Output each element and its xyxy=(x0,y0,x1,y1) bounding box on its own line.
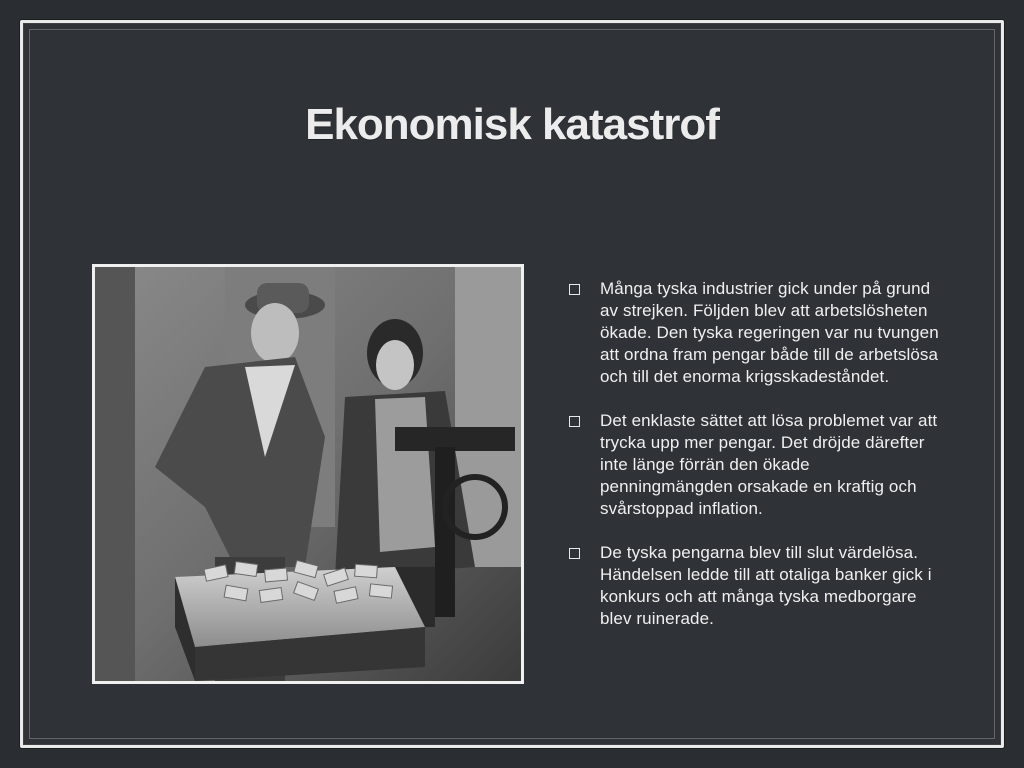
bullet-list xyxy=(566,278,946,652)
bullet-item xyxy=(566,542,946,630)
square-bullet-icon xyxy=(569,548,580,559)
bullet-text: Det enklaste sättet att lösa problemet var att trycka upp mer pengar. Det dröjde därefter inte länge förrän den ökade penningmängden orsakade en kraftig och svårstoppad inflation. xyxy=(600,411,938,518)
square-bullet-icon xyxy=(569,416,580,427)
bullet-text: Många tyska industrier gick under på grund av strejken. Följden blev att arbetslösheten ökade. Den tyska regeringen var nu tvungen att ordna fram pengar både till de arbetslösa och till det enorma krigsskadeståndet. xyxy=(600,279,939,386)
bullet-item xyxy=(566,410,946,520)
bullet-item xyxy=(566,278,946,388)
photo-illustration xyxy=(95,267,521,681)
square-bullet-icon xyxy=(569,284,580,295)
bullet-text: De tyska pengarna blev till slut värdelösa. Händelsen ledde till att otaliga banker gick i konkurs och att många tyska medborgare blev ruinerade. xyxy=(600,543,932,628)
slide-title: Ekonomisk katastrof xyxy=(305,100,719,149)
historical-photo xyxy=(92,264,524,684)
